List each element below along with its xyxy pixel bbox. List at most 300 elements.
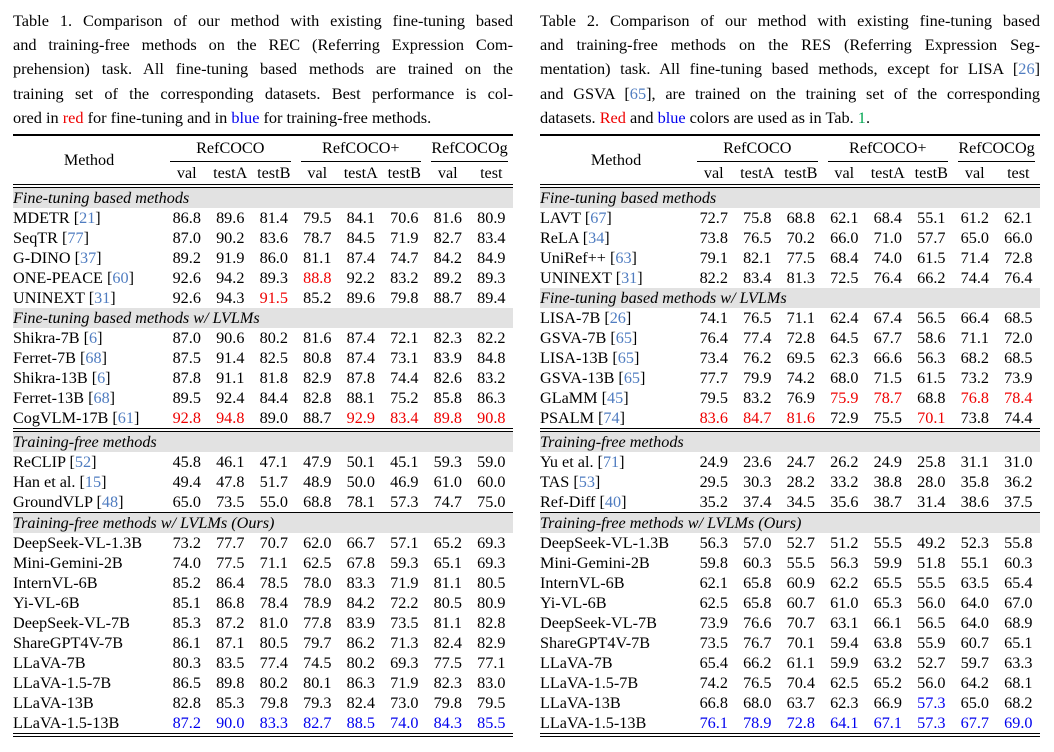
value-cell: 31.0 xyxy=(1004,453,1033,472)
caption-text: and GSVA [ xyxy=(540,83,630,103)
method-name: Shikra-7B xyxy=(13,329,80,348)
value-cell: 62.1 xyxy=(1004,209,1033,228)
value-cell: 63.8 xyxy=(873,634,902,653)
value-cell: 83.5 xyxy=(216,654,245,673)
value-cell: 65.4 xyxy=(1004,574,1033,593)
caption-text: Table 1. Comparison of our method with existing fine-tuning based xyxy=(13,11,513,30)
value-cell: 71.1 xyxy=(259,554,288,573)
value-cell: 81.1 xyxy=(433,574,462,593)
value-cell: 66.6 xyxy=(873,349,902,368)
value-cell: 73.1 xyxy=(390,349,419,368)
value-cell: 31.1 xyxy=(960,453,989,472)
value-cell: 77.5 xyxy=(433,654,462,673)
citation-link[interactable]: 31 xyxy=(94,289,111,308)
value-cell: 89.5 xyxy=(172,389,201,408)
table-row xyxy=(540,633,1040,653)
method-cell xyxy=(540,268,692,288)
value-cell: 47.8 xyxy=(216,473,245,492)
method-cite-bracket: [ xyxy=(606,329,616,348)
value-cell: 90.6 xyxy=(216,329,245,348)
citation-link[interactable]: 26 xyxy=(609,309,626,328)
value-cell: 78.4 xyxy=(259,594,288,613)
citation-link[interactable]: 61 xyxy=(117,409,134,428)
value-cell: 64.0 xyxy=(960,594,989,613)
method-name: DeepSeek-VL-7B xyxy=(13,614,130,633)
value-cell: 94.3 xyxy=(216,289,245,308)
caption-text: and training-free methods on the RES (Referring Expression Seg- xyxy=(540,35,1040,55)
method-cell xyxy=(540,633,692,653)
table-row xyxy=(13,713,513,735)
table-row xyxy=(540,573,1040,593)
citation-link[interactable]: 74 xyxy=(603,409,620,428)
citation-link[interactable]: 52 xyxy=(74,453,92,472)
method-cite-bracket: ] xyxy=(95,209,101,228)
method-name: LLaVA-7B xyxy=(13,654,86,673)
value-cell: 72.7 xyxy=(699,209,728,228)
method-name: LLaVA-13B xyxy=(540,694,621,713)
value-cell: 74.0 xyxy=(172,554,201,573)
column-group-header: RefCOCO xyxy=(165,135,296,162)
value-cell: 65.8 xyxy=(743,594,772,613)
value-cell: 83.3 xyxy=(259,714,288,733)
value-cell: 70.7 xyxy=(259,534,288,553)
value-cell: 52.7 xyxy=(786,534,815,553)
method-name: GroundVLP xyxy=(13,493,93,512)
method-name: LISA-7B xyxy=(540,309,601,328)
value-cell: 57.3 xyxy=(917,714,946,733)
caption-line xyxy=(540,9,1040,33)
table-row xyxy=(13,653,513,673)
table-row xyxy=(13,328,513,348)
column-group-header: RefCOCOg xyxy=(953,135,1040,162)
column-header-method: Method xyxy=(13,135,165,186)
value-cell: 65.3 xyxy=(873,594,902,613)
value-cell: 83.9 xyxy=(433,349,462,368)
value-cell: 62.2 xyxy=(830,574,859,593)
value-cell: 59.7 xyxy=(960,654,989,673)
citation-link[interactable]: 37 xyxy=(79,249,97,268)
value-cell: 71.9 xyxy=(390,674,419,693)
method-name: InternVL-6B xyxy=(540,574,625,593)
citation-link[interactable]: 68 xyxy=(85,349,102,368)
value-cell: 86.2 xyxy=(346,634,375,653)
value-cell: 57.1 xyxy=(390,534,419,553)
value-cell: 82.6 xyxy=(433,369,462,388)
method-cite-bracket: [ xyxy=(87,369,98,388)
method-cite-bracket: ] xyxy=(101,473,107,492)
method-cite-bracket: ] xyxy=(105,369,111,388)
column-subheader: testB xyxy=(779,162,823,186)
method-cell xyxy=(13,268,165,288)
method-cell xyxy=(540,492,692,513)
value-cell: 89.6 xyxy=(346,289,375,308)
column-subheader: val xyxy=(426,162,470,186)
value-cell: 29.5 xyxy=(699,473,728,492)
value-cell: 62.5 xyxy=(830,674,859,693)
value-cell: 80.1 xyxy=(303,674,332,693)
caption-text: prehension) task. All fine-tuning based methods are trained on the xyxy=(13,59,513,79)
citation-link[interactable]: 34 xyxy=(588,229,605,248)
citation-link[interactable]: 67 xyxy=(590,209,607,228)
value-cell: 49.2 xyxy=(917,534,946,553)
value-cell: 74.4 xyxy=(1004,409,1033,428)
value-cell: 74.4 xyxy=(390,369,419,388)
method-name: LLaVA-1.5-13B xyxy=(13,714,120,733)
value-cell: 67.8 xyxy=(346,554,375,573)
value-cell: 82.2 xyxy=(477,329,506,348)
value-cell: 64.1 xyxy=(830,714,859,733)
value-cell: 55.9 xyxy=(917,634,946,653)
value-cell: 81.8 xyxy=(259,369,288,388)
value-cell: 82.9 xyxy=(477,634,506,653)
citation-link[interactable]: 40 xyxy=(604,493,622,512)
value-cell: 87.0 xyxy=(172,329,201,348)
column-group-header: RefCOCO+ xyxy=(296,135,427,162)
citation-link[interactable]: 6 xyxy=(88,329,98,348)
citation-link[interactable]: 21 xyxy=(79,209,96,228)
table-row xyxy=(540,368,1040,388)
column-subheader: val xyxy=(692,162,736,186)
value-cell: 76.4 xyxy=(873,269,902,288)
citation-link[interactable]: 31 xyxy=(621,269,638,288)
caption-highlight: blue xyxy=(657,107,686,127)
value-cell: 92.2 xyxy=(346,269,375,288)
method-cell xyxy=(13,248,165,268)
caption-text: datasets. xyxy=(540,107,600,127)
citation-link[interactable]: 65 xyxy=(629,83,647,103)
value-cell: 82.4 xyxy=(346,694,375,713)
value-cell: 80.2 xyxy=(259,329,288,348)
value-cell: 59.8 xyxy=(699,554,728,573)
value-cell: 73.5 xyxy=(699,634,728,653)
method-cite-bracket: [ xyxy=(70,249,80,268)
citation-link[interactable]: 71 xyxy=(602,453,620,472)
value-cell: 68.1 xyxy=(1004,674,1033,693)
value-cell: 61.0 xyxy=(830,594,859,613)
table-row xyxy=(13,368,513,388)
value-cell: 55.0 xyxy=(259,493,288,512)
table-row xyxy=(540,533,1040,553)
section-header: Training-free methods w/ LVLMs (Ours) xyxy=(540,513,1040,534)
citation-link[interactable]: 6 xyxy=(97,369,106,388)
method-name: Ferret-13B xyxy=(13,389,85,408)
citation-link[interactable]: 48 xyxy=(101,493,119,512)
method-cell xyxy=(540,593,692,613)
value-cell: 84.2 xyxy=(433,249,462,268)
value-cell: 87.1 xyxy=(216,634,245,653)
value-cell: 90.2 xyxy=(216,229,245,248)
value-cell: 87.2 xyxy=(216,614,245,633)
value-cell: 28.0 xyxy=(917,473,946,492)
value-cell: 64.2 xyxy=(960,674,989,693)
citation-link[interactable]: 60 xyxy=(112,269,129,288)
citation-link[interactable]: 63 xyxy=(615,249,632,268)
caption-highlight: Red xyxy=(599,107,626,127)
value-cell: 66.0 xyxy=(1004,229,1033,248)
caption-line xyxy=(540,82,1040,106)
value-cell: 68.0 xyxy=(743,694,772,713)
value-cell: 74.4 xyxy=(960,269,989,288)
value-cell: 84.7 xyxy=(743,409,772,428)
value-cell: 88.5 xyxy=(346,714,375,733)
value-cell: 73.8 xyxy=(960,409,989,428)
value-cell: 82.1 xyxy=(743,249,772,268)
value-cell: 89.3 xyxy=(259,269,288,288)
table-row xyxy=(13,288,513,308)
value-cell: 92.6 xyxy=(172,269,201,288)
value-cell: 71.9 xyxy=(390,229,419,248)
method-cite-bracket: ] xyxy=(621,493,627,512)
method-cell xyxy=(13,348,165,368)
value-cell: 75.0 xyxy=(477,493,506,512)
citation-link[interactable]: 26 xyxy=(1018,59,1035,79)
value-cell: 66.7 xyxy=(346,534,375,553)
caption-line xyxy=(13,9,513,33)
value-cell: 72.8 xyxy=(786,329,815,348)
value-cell: 89.6 xyxy=(216,209,245,228)
value-cell: 66.0 xyxy=(830,229,859,248)
table-row xyxy=(13,673,513,693)
value-cell: 68.2 xyxy=(1004,694,1033,713)
value-cell: 83.2 xyxy=(743,389,772,408)
method-name: ONE-PEACE xyxy=(13,269,103,288)
method-name: InternVL-6B xyxy=(13,574,98,593)
method-cite-bracket: ] xyxy=(96,249,102,268)
value-cell: 63.2 xyxy=(873,654,902,673)
value-cell: 92.9 xyxy=(346,409,375,428)
value-cell: 88.7 xyxy=(433,289,462,308)
caption-text: training set of the corresponding datasets. Best performance is col- xyxy=(13,83,513,103)
value-cell: 73.5 xyxy=(390,614,419,633)
citation-link[interactable]: 65 xyxy=(623,369,640,388)
value-cell: 73.5 xyxy=(216,493,245,512)
method-cell xyxy=(540,348,692,368)
method-cite-bracket: ] xyxy=(97,329,103,348)
column-subheader: testA xyxy=(866,162,910,186)
method-cell xyxy=(13,553,165,573)
value-cell: 74.7 xyxy=(390,249,419,268)
value-cell: 84.8 xyxy=(477,349,506,368)
value-cell: 76.4 xyxy=(1004,269,1033,288)
method-name: Ferret-7B xyxy=(13,349,76,368)
value-cell: 56.3 xyxy=(830,554,859,573)
value-cell: 79.8 xyxy=(390,289,419,308)
value-cell: 59.0 xyxy=(477,453,506,472)
value-cell: 85.8 xyxy=(433,389,462,408)
method-cite-bracket: [ xyxy=(569,473,579,492)
table1-rec xyxy=(13,134,513,737)
section-header: Fine-tuning based methods w/ LVLMs xyxy=(13,308,513,328)
value-cell: 55.5 xyxy=(786,554,815,573)
value-cell: 74.0 xyxy=(390,714,419,733)
value-cell: 71.5 xyxy=(873,369,902,388)
method-cite-bracket: ] xyxy=(83,229,89,248)
method-name: Ref-Diff xyxy=(540,493,596,512)
citation-link[interactable]: 77 xyxy=(67,229,84,248)
column-group-header: RefCOCO+ xyxy=(823,135,954,162)
table-row xyxy=(13,472,513,492)
table-row xyxy=(13,452,513,472)
method-cell xyxy=(540,308,692,328)
method-cite-bracket: [ xyxy=(57,229,68,248)
value-cell: 69.0 xyxy=(1004,714,1033,733)
value-cell: 87.4 xyxy=(346,249,375,268)
table-row xyxy=(540,693,1040,713)
value-cell: 85.3 xyxy=(172,614,201,633)
value-cell: 68.0 xyxy=(830,369,859,388)
method-cell xyxy=(540,472,692,492)
value-cell: 77.7 xyxy=(216,534,245,553)
citation-link[interactable]: 65 xyxy=(617,349,634,368)
table2-caption xyxy=(540,9,1040,130)
table-row xyxy=(540,348,1040,368)
table-row xyxy=(13,248,513,268)
caption-line xyxy=(13,33,513,57)
citation-link[interactable]: 65 xyxy=(615,329,632,348)
value-cell: 66.8 xyxy=(699,694,728,713)
value-cell: 60.9 xyxy=(786,574,815,593)
caption-line xyxy=(540,106,1040,130)
value-cell: 66.4 xyxy=(960,309,989,328)
value-cell: 28.2 xyxy=(786,473,815,492)
method-cite-bracket: ] xyxy=(606,209,612,228)
table-row xyxy=(540,653,1040,673)
value-cell: 70.2 xyxy=(786,229,815,248)
method-name: MDETR xyxy=(13,209,70,228)
section-header: Fine-tuning based methods xyxy=(540,186,1040,208)
method-name: UNINEXT xyxy=(540,269,612,288)
method-cite-bracket: ] xyxy=(619,409,625,428)
method-cell xyxy=(13,228,165,248)
table-row xyxy=(13,228,513,248)
value-cell: 90.0 xyxy=(216,714,245,733)
value-cell: 92.6 xyxy=(172,289,201,308)
value-cell: 73.2 xyxy=(960,369,989,388)
value-cell: 74.5 xyxy=(303,654,332,673)
value-cell: 69.3 xyxy=(477,534,506,553)
value-cell: 89.8 xyxy=(216,674,245,693)
value-cell: 72.8 xyxy=(786,714,815,733)
method-cite-bracket: [ xyxy=(608,349,618,368)
method-name: ShareGPT4V-7B xyxy=(13,634,124,653)
value-cell: 71.4 xyxy=(960,249,989,268)
method-cite-bracket: ] xyxy=(633,349,640,368)
value-cell: 73.8 xyxy=(699,229,728,248)
method-cell xyxy=(540,208,692,228)
citation-link[interactable]: 68 xyxy=(93,389,110,408)
table-row xyxy=(540,328,1040,348)
method-cell xyxy=(13,288,165,308)
method-cite-bracket: ] xyxy=(631,329,638,348)
table-row xyxy=(13,613,513,633)
value-cell: 66.2 xyxy=(743,654,772,673)
table-row xyxy=(13,633,513,653)
citation-link[interactable]: 1 xyxy=(857,107,866,127)
value-cell: 56.0 xyxy=(917,594,946,613)
value-cell: 38.8 xyxy=(873,473,902,492)
value-cell: 51.2 xyxy=(830,534,859,553)
method-cell xyxy=(540,388,692,408)
method-cell xyxy=(540,368,692,388)
value-cell: 86.8 xyxy=(216,594,245,613)
method-cite-bracket: ] xyxy=(133,409,140,428)
method-cite-bracket: ] xyxy=(110,289,116,308)
column-group-header: RefCOCO xyxy=(692,135,823,162)
value-cell: 83.0 xyxy=(477,674,506,693)
value-cell: 84.3 xyxy=(433,714,462,733)
value-cell: 62.1 xyxy=(830,209,859,228)
value-cell: 82.3 xyxy=(433,329,462,348)
column-group-header: RefCOCOg xyxy=(426,135,513,162)
citation-link[interactable]: 15 xyxy=(84,473,102,492)
method-cell xyxy=(13,328,165,348)
value-cell: 52.7 xyxy=(917,654,946,673)
value-cell: 78.7 xyxy=(303,229,332,248)
caption-text: Table 2. Comparison of our method with existing fine-tuning based xyxy=(540,11,1040,30)
value-cell: 24.9 xyxy=(699,453,728,472)
value-cell: 79.1 xyxy=(699,249,728,268)
method-name: LLaVA-1.5-7B xyxy=(540,674,639,693)
method-cell xyxy=(540,613,692,633)
value-cell: 88.1 xyxy=(346,389,375,408)
value-cell: 75.5 xyxy=(873,409,902,428)
method-cell xyxy=(13,492,165,513)
citation-link[interactable]: 45 xyxy=(607,389,624,408)
value-cell: 85.2 xyxy=(172,574,201,593)
value-cell: 81.1 xyxy=(303,249,332,268)
method-cell xyxy=(540,573,692,593)
value-cell: 70.4 xyxy=(786,674,815,693)
value-cell: 68.8 xyxy=(786,209,815,228)
value-cell: 63.3 xyxy=(1004,654,1033,673)
value-cell: 87.4 xyxy=(346,349,375,368)
table-row xyxy=(540,452,1040,472)
method-cell xyxy=(13,208,165,228)
column-subheader: testB xyxy=(383,162,427,186)
value-cell: 63.1 xyxy=(830,614,859,633)
value-cell: 67.0 xyxy=(1004,594,1033,613)
column-subheader: testB xyxy=(252,162,296,186)
method-name: GSVA-7B xyxy=(540,329,607,348)
section-header: Fine-tuning based methods w/ LVLMs xyxy=(540,288,1040,308)
value-cell: 65.0 xyxy=(960,694,989,713)
table2-res xyxy=(540,134,1040,737)
value-cell: 77.4 xyxy=(259,654,288,673)
value-cell: 59.9 xyxy=(830,654,859,673)
value-cell: 84.9 xyxy=(477,249,506,268)
value-cell: 51.7 xyxy=(259,473,288,492)
value-cell: 90.8 xyxy=(477,409,506,428)
column-subheader: testA xyxy=(209,162,253,186)
value-cell: 83.4 xyxy=(477,229,506,248)
value-cell: 73.0 xyxy=(390,694,419,713)
method-cite-bracket: [ xyxy=(593,409,604,428)
value-cell: 35.6 xyxy=(830,493,859,512)
method-cite-bracket: ] xyxy=(637,269,643,288)
value-cell: 31.4 xyxy=(917,493,946,512)
citation-link[interactable]: 53 xyxy=(578,473,595,492)
method-cite-bracket: [ xyxy=(84,289,95,308)
value-cell: 81.1 xyxy=(433,614,462,633)
value-cell: 80.2 xyxy=(346,654,375,673)
method-cite-bracket: [ xyxy=(580,209,591,228)
value-cell: 78.1 xyxy=(346,493,375,512)
value-cell: 46.1 xyxy=(216,453,245,472)
table-row xyxy=(13,408,513,430)
value-cell: 71.0 xyxy=(873,229,902,248)
value-cell: 81.0 xyxy=(259,614,288,633)
value-cell: 66.2 xyxy=(917,269,946,288)
